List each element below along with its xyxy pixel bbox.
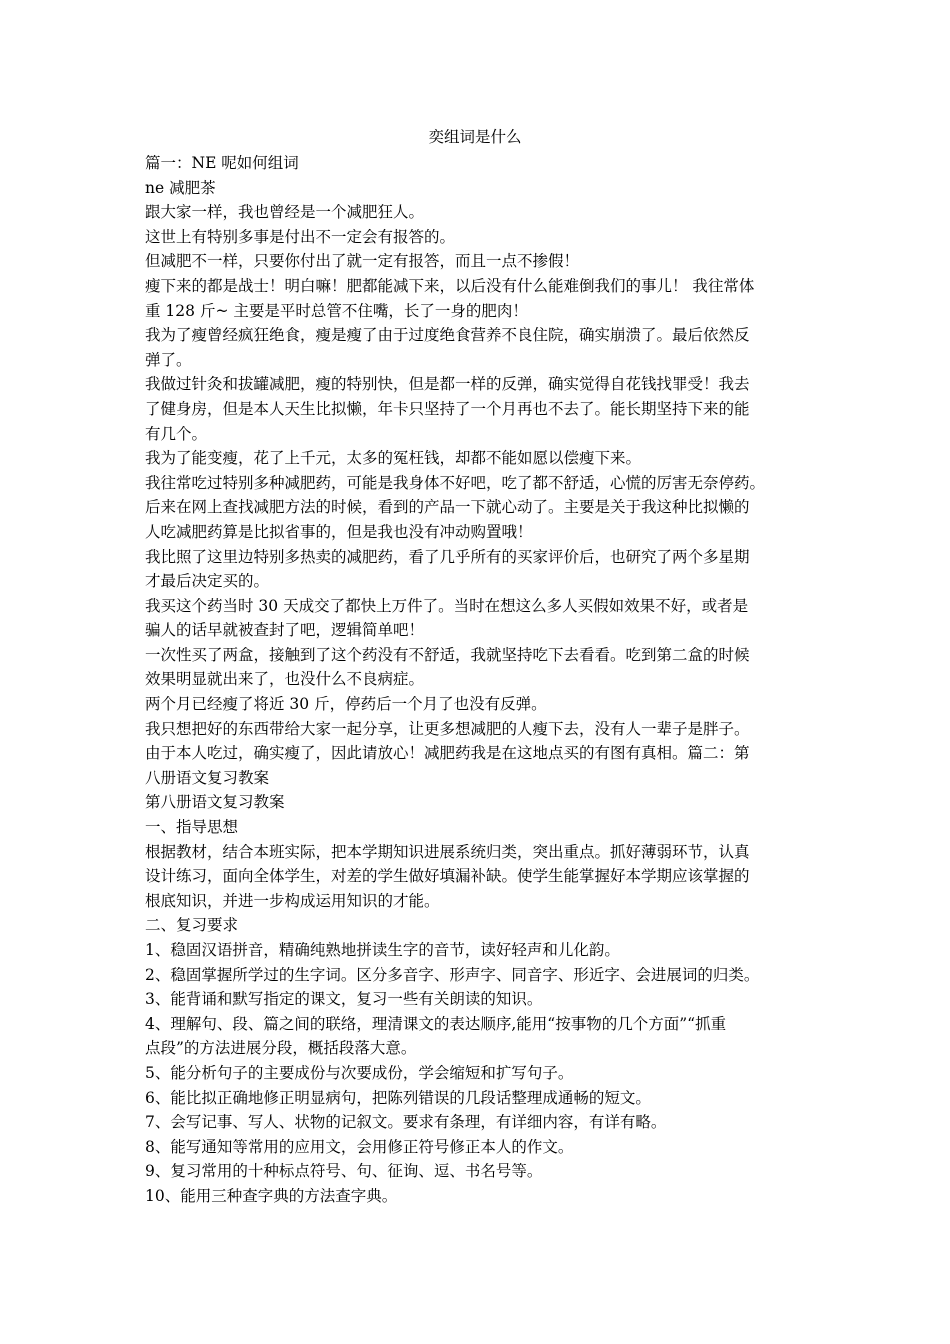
text-line: 有几个。	[145, 424, 208, 443]
text-line: 效果明显就出来了，也没什么不良病症。	[145, 670, 425, 689]
text-line: 6、能比拟正确地修正明显病句，把陈列错误的几段话整理成通畅的短文。	[145, 1088, 651, 1107]
text-line: 篇一：NE 呢如何组词	[145, 154, 299, 172]
text-line: 才最后决定买的。	[145, 572, 270, 591]
text-line: 后来在网上查找减肥方法的时候，看到的产品一下就心动了。主要是关于我这种比拟懒的	[145, 498, 750, 517]
text-line: ne 减肥茶	[145, 178, 216, 197]
text-line: 骗人的话早就被查封了吧，逻辑简单吧！	[145, 621, 425, 640]
document-body	[145, 151, 813, 1209]
document-title: 奕组词是什么	[428, 128, 522, 146]
text-line: 我做过针灸和拔罐减肥，瘦的特别快，但是都一样的反弹，确实觉得自花钱找罪受！我去	[145, 375, 750, 394]
text-line: 点段”的方法进展分段，概括段落大意。	[145, 1039, 417, 1058]
text-line: 4、理解句、段、篇之间的联络，理清课文的表达顺序,能用“按事物的几个方面”“抓重	[145, 1014, 727, 1033]
text-line: 3、能背诵和默写指定的课文，复习一些有关朗读的知识。	[145, 990, 543, 1009]
text-line: 了健身房，但是本人天生比拟懒，年卡只坚持了一个月再也不去了。能长期坚持下来的能	[145, 399, 750, 418]
text-line: 一次性买了两盒，接触到了这个药没有不舒适，我就坚持吃下去看看。吃到第二盒的时候	[145, 645, 750, 664]
text-line: 我为了能变瘦，花了上千元，太多的冤枉钱，却都不能如愿以偿瘦下来。	[145, 449, 642, 468]
text-line: 根据教材，结合本班实际，把本学期知识进展系统归类，突出重点。抓好薄弱环节，认真	[145, 842, 750, 861]
text-line: 设计练习，面向全体学生，对差的学生做好填漏补缺。使学生能掌握好本学期应该掌握的	[145, 867, 750, 886]
text-line: 瘦下来的都是战士！明白嘛！肥都能减下来，以后没有什么能难倒我们的事儿！ 我往常体	[145, 276, 755, 295]
text-line: 跟大家一样，我也曾经是一个减肥狂人。	[145, 203, 425, 222]
text-line: 弹了。	[145, 350, 192, 369]
text-line: 第八册语文复习教案	[145, 793, 285, 812]
text-line: 8、能写通知等常用的应用文，会用修正符号修正本人的作文。	[145, 1137, 574, 1156]
text-line: 由于本人吃过，确实瘦了，因此请放心！减肥药我是在这地点买的有图有真相。篇二：第	[145, 744, 750, 763]
text-line: 一、指导思想	[145, 818, 239, 837]
text-line: 我为了瘦曾经疯狂绝食，瘦是瘦了由于过度绝食营养不良住院，确实崩溃了。最后依然反	[145, 326, 750, 345]
text-line: 八册语文复习教案	[145, 768, 270, 787]
text-line: 人吃减肥药算是比拟省事的，但是我也没有冲动购置哦！	[145, 522, 533, 541]
text-line: 2、稳固掌握所学过的生字词。区分多音字、形声字、同音字、形近字、会进展词的归类。	[145, 965, 760, 984]
text-line: 两个月已经瘦了将近 30 斤，停药后一个月了也没有反弹。	[145, 695, 547, 714]
text-line: 5、能分析句子的主要成份与次要成份，学会缩短和扩写句子。	[145, 1063, 574, 1082]
text-line: 10、能用三种查字典的方法查字典。	[145, 1186, 398, 1205]
text-line: 9、复习常用的十种标点符号、句、征询、逗、书名号等。	[145, 1162, 543, 1181]
text-line: 我往常吃过特别多种减肥药，可能是我身体不好吧，吃了都不舒适，心慌的厉害无奈停药。	[145, 473, 766, 492]
text-line: 这世上有特别多事是付出不一定会有报答的。	[145, 227, 456, 246]
text-line: 我买这个药当时 30 天成交了都快上万件了。当时在想这么多人买假如效果不好，或者是	[145, 596, 749, 615]
text-line: 重 128 斤~ 主要是平时总管不住嘴，长了一身的肥肉！	[145, 301, 528, 320]
text-line: 根底知识，并进一步构成运用知识的才能。	[145, 891, 440, 910]
text-line: 1、稳固汉语拼音，精确纯熟地拼读生字的音节，读好轻声和儿化韵。	[145, 941, 620, 959]
text-line: 我只想把好的东西带给大家一起分享，让更多想减肥的人瘦下去，没有人一辈子是胖子。	[145, 719, 750, 738]
text-line: 但减肥不一样，只要你付出了就一定有报答，而且一点不掺假！	[145, 252, 580, 271]
text-line: 我比照了这里边特别多热卖的减肥药，看了几乎所有的买家评价后，也研究了两个多星期	[145, 547, 750, 566]
text-line: 7、会写记事、写人、状物的记叙文。要求有条理，有详细内容，有详有略。	[145, 1113, 667, 1132]
text-line: 二、复习要求	[145, 916, 239, 935]
